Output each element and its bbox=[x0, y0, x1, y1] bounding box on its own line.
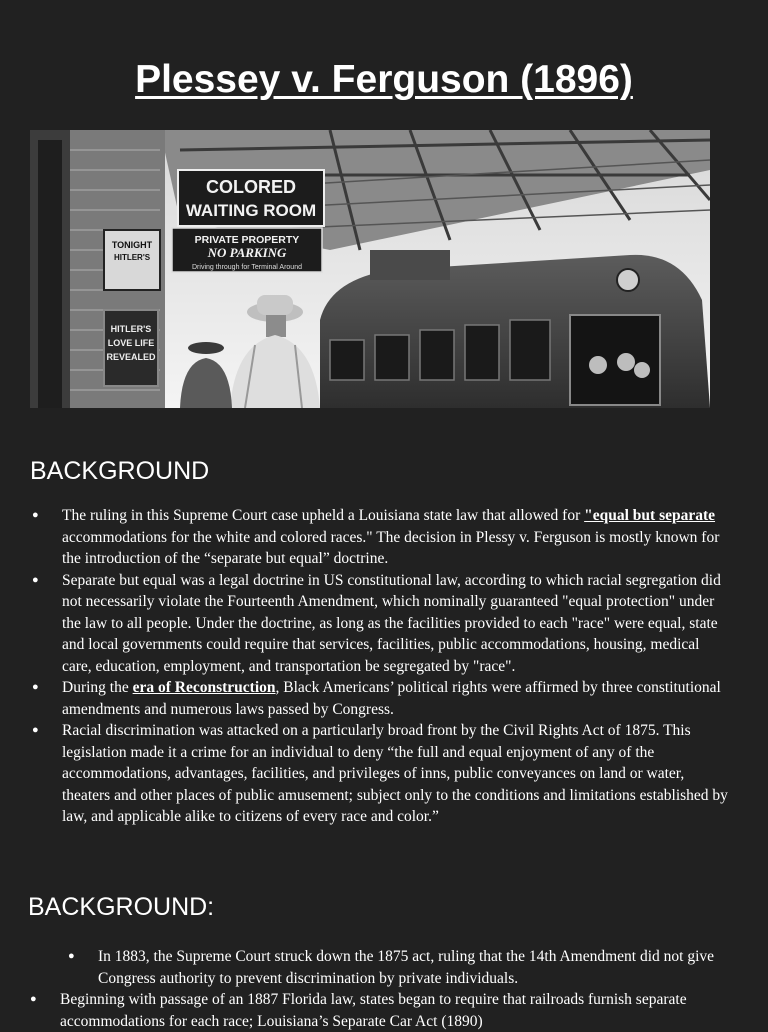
bullet3-text-start: During the bbox=[62, 679, 133, 696]
sign-sub-line3: Driving through for Terminal Around bbox=[192, 264, 302, 271]
poster-bottom-line2: LOVE LIFE bbox=[107, 338, 155, 348]
page-title: Plessey v. Ferguson (1896) bbox=[135, 58, 633, 101]
poster-bottom-line3: REVEALED bbox=[106, 352, 156, 362]
sign-main-line1: COLORED bbox=[206, 177, 296, 197]
sign-main-line2: WAITING ROOM bbox=[185, 201, 317, 220]
era-of-reconstruction-link[interactable]: era of Reconstruction bbox=[132, 679, 276, 696]
list-item: ● Racial discrimination was attacked on a particularly broad front by the Civil Rights Act of 1875. This legislation made it a crime for an individual to deny “the full and equal enjoyment of any of the accommodations, advantages, facilities, and privileges of inns, public conveyances on land or water, theaters and other places of public amusement; subject only to the conditions and limitations established by law, and applicable alike to citizens of every race and color.” bbox=[30, 720, 730, 828]
segregation-photo bbox=[30, 130, 710, 408]
section2-bullet-list bbox=[28, 989, 728, 1032]
section1-bullet-list bbox=[30, 505, 730, 828]
poster-bottom-line1: HITLER'S bbox=[110, 324, 152, 334]
bullet1-text-end: accommodations for the white and colored races." The decision in Plessy v. Ferguson is mostly known for the introduction of the “separate but equal” doctrine. bbox=[62, 528, 720, 567]
bullet3-text-end: , Black Americans’ political rights were affirmed by three constitutional amendments and numerous laws passed by Congress. bbox=[62, 679, 721, 718]
list-item bbox=[30, 505, 730, 570]
list-item bbox=[30, 677, 730, 720]
list-item: ● Separate but equal was a legal doctrine in US constitutional law, according to which racial segregation did not necessarily violate the Fourteenth Amendment, which nominally guaranteed "equal protection" under the law to all people. Under the doctrine, as long as the facilities provided to each "race" were equal, state and local governments could require that services, facilities, public accommodations, housing, medical care, education, employment, and transportation be segregated by "race". bbox=[30, 570, 730, 678]
list-item: ● In 1883, the Supreme Court struck down the 1875 act, ruling that the 14th Amendment did not give Congress authority to prevent discrimination by private individuals. bbox=[66, 946, 726, 989]
bullet1-text-start: The ruling in this Supreme Court case upheld a Louisiana state law that allowed for bbox=[62, 507, 585, 524]
list-item: ● Beginning with passage of an 1887 Florida law, states began to require that railroads furnish separate accommodations for each race; Louisiana’s Separate Car Act (1890) bbox=[28, 989, 728, 1032]
section2-heading: BACKGROUND: bbox=[28, 893, 215, 921]
poster-top-line1: TONIGHT bbox=[111, 240, 153, 250]
section2-nested-list bbox=[66, 946, 726, 989]
sign-sub-line2: NO PARKING bbox=[207, 245, 287, 260]
equal-but-separate-link[interactable]: "equal but separate bbox=[584, 507, 716, 524]
poster-top-line2: HITLER'S bbox=[113, 253, 151, 262]
sign-sub-line1: PRIVATE PROPERTY bbox=[194, 234, 300, 246]
section1-heading: BACKGROUND bbox=[30, 457, 210, 485]
